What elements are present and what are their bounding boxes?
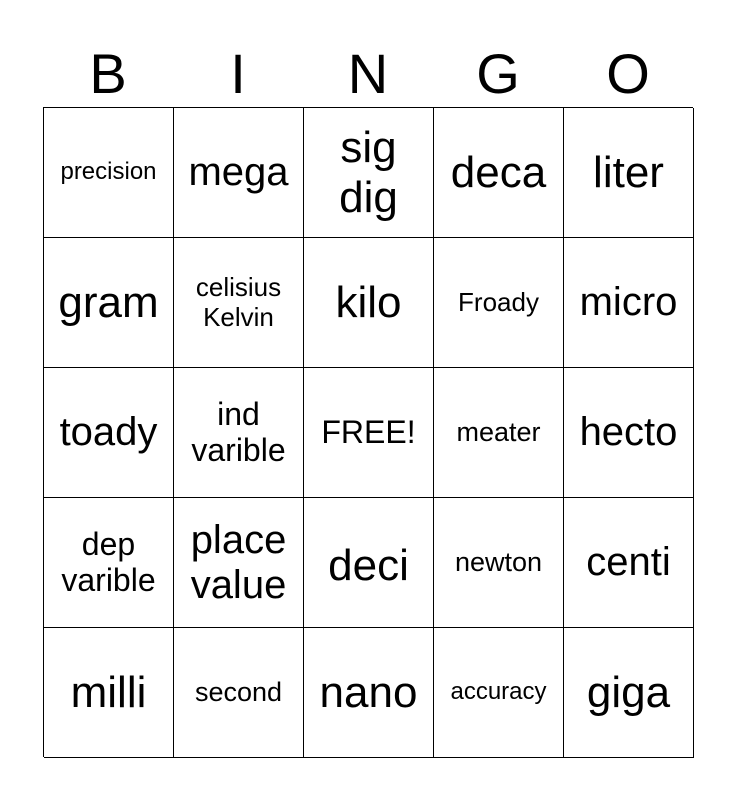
bingo-cell[interactable] [564,108,694,238]
cell-label: gram [58,277,159,327]
bingo-cell[interactable] [174,108,304,238]
bingo-cell[interactable] [564,628,694,758]
cell-label: micro [579,280,678,325]
cell-label: meater [456,417,541,448]
cell-label: Froady [458,286,539,317]
cell-label: dep varible [61,525,156,598]
cell-label: milli [70,667,147,717]
bingo-cell[interactable] [304,498,434,628]
bingo-cell free-space[interactable] [304,368,434,498]
cell-label: precision [60,158,157,186]
cell-label: place value [190,517,287,607]
bingo-cell[interactable] [44,368,174,498]
bingo-cell[interactable] [564,498,694,628]
cell-label: deci [328,540,409,590]
bingo-cell[interactable] [174,238,304,368]
bingo-cell[interactable] [44,108,174,238]
bingo-cell[interactable] [564,238,694,368]
cell-label: kilo [335,277,402,327]
bingo-cell[interactable] [44,238,174,368]
header-letter-g: G [476,42,520,105]
bingo-cell[interactable] [44,498,174,628]
cell-label: giga [586,667,671,717]
cell-label: sig dig [339,123,398,222]
bingo-cell[interactable] [304,108,434,238]
cell-label: newton [454,547,543,578]
bingo-cell[interactable] [304,238,434,368]
bingo-cell[interactable] [564,368,694,498]
bingo-cell[interactable] [434,498,564,628]
cell-label: nano [319,667,418,717]
bingo-cell[interactable] [174,498,304,628]
cell-label: second [194,677,283,708]
cell-label: hecto [579,410,678,455]
cell-label: toady [59,410,158,455]
cell-label: accuracy [450,678,547,706]
free-space-label: FREE! [321,413,416,450]
header-letter-i: I [230,42,246,105]
header-letter-o: O [606,42,650,105]
cell-label: centi [586,540,671,585]
header-letter-n: N [347,42,389,105]
cell-label: liter [593,147,664,197]
bingo-header [43,40,693,108]
bingo-board [43,107,693,757]
bingo-cell[interactable] [434,368,564,498]
bingo-cell[interactable] [434,108,564,238]
bingo-cell[interactable] [434,628,564,758]
bingo-cell[interactable] [304,628,434,758]
cell-label: ind varible [191,395,286,468]
cell-label: celisius Kelvin [195,272,282,332]
bingo-cell[interactable] [174,628,304,758]
bingo-cell[interactable] [44,628,174,758]
bingo-cell[interactable] [434,238,564,368]
cell-label: deca [450,147,547,197]
header-letter-b: B [89,42,127,105]
cell-label: mega [188,150,289,195]
bingo-cell[interactable] [174,368,304,498]
